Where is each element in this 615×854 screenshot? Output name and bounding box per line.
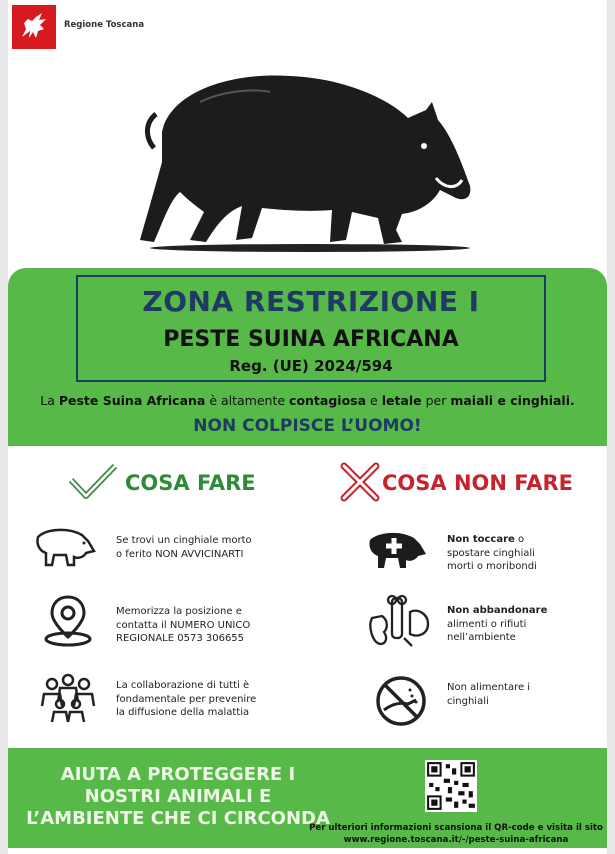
dont-item-3-line2: cinghiali	[447, 695, 489, 707]
dont-item-2-line3: nell’ambiente	[447, 632, 516, 643]
info-text-3: e	[366, 393, 382, 408]
do-item-2-line2: contatta il NUMERO UNICO	[116, 619, 251, 631]
website-link[interactable]: www.regione.toscana.it/-/peste-suina-africana	[343, 835, 569, 845]
do-item-2-line1: Memorizza la posizione e	[116, 606, 242, 617]
dont-item-1-bold: Non toccare	[447, 534, 515, 545]
info-bold-4: maiali e cinghiali.	[450, 393, 575, 408]
info-bold-2: contagiosa	[289, 393, 367, 408]
dont-item-2-line1	[447, 604, 547, 618]
dont-item-2	[447, 604, 547, 645]
title-box	[76, 275, 546, 382]
group-icon	[38, 672, 98, 724]
no-feeding-icon	[374, 674, 428, 728]
food-waste-icon	[366, 594, 432, 650]
info-text-1: La	[40, 393, 59, 408]
dont-item-1-line2: spostare cinghiali	[447, 547, 535, 559]
wild-boar-illustration	[140, 62, 475, 257]
call-to-action	[8, 764, 348, 830]
do-item-3	[116, 679, 256, 720]
cross-icon	[340, 462, 380, 502]
dont-item-1-line1	[447, 533, 537, 547]
dont-heading-label: COSA NON FARE	[382, 471, 573, 495]
location-pin-icon	[42, 593, 94, 647]
dont-item-3-rest: Non alimentare i	[447, 682, 531, 693]
do-item-2-line3: REGIONALE 0573 306655	[116, 633, 245, 644]
pegasus-icon	[12, 5, 56, 49]
boar-cross-icon	[366, 526, 428, 570]
info-text-4: per	[421, 393, 451, 408]
info-line	[8, 393, 607, 408]
boar-icon	[34, 523, 96, 567]
dont-item-1-line3: morti o moribondi	[447, 561, 537, 572]
dont-item-1	[447, 533, 537, 574]
right-border	[607, 0, 615, 854]
do-heading-label: COSA FARE	[125, 471, 256, 495]
info-bold-1: Peste Suina Africana	[58, 393, 206, 408]
cta-line1: AIUTA A PROTEGGERE I	[60, 764, 296, 785]
dont-item-2-bold: Non abbandonare	[447, 605, 548, 616]
cta-line3: L’AMBIENTE CHE CI CIRCONDA	[26, 808, 330, 829]
do-item-3-line3: la diffusione della malattia	[116, 707, 250, 718]
qr-note	[306, 822, 606, 846]
do-item-3-line2: fondamentale per prevenire	[116, 693, 257, 705]
qr-note-line1: Per ulteriori informazioni scansiona il QR-code e visita il sito	[309, 823, 603, 833]
title-main: ZONA RESTRIZIONE I	[142, 285, 480, 318]
dont-item-2-line2: alimenti o rifiuti	[447, 618, 527, 630]
qr-code[interactable]	[425, 760, 477, 812]
title-sub: PESTE SUINA AFRICANA	[163, 327, 459, 352]
warning-line: NON COLPISCE L’UOMO!	[193, 416, 422, 436]
info-bold-3: letale	[381, 393, 422, 408]
dont-heading	[340, 462, 580, 502]
do-item-1-line1: Se trovi un cinghiale morto	[116, 535, 252, 546]
do-heading	[68, 462, 288, 502]
dont-item-1-rest: o	[514, 534, 525, 545]
info-text-2: è altamente	[205, 393, 290, 408]
do-item-1-line2: o ferito NON AVVICINARTI	[116, 548, 244, 560]
dont-item-3	[447, 681, 530, 708]
left-border	[0, 0, 8, 854]
region-logo	[12, 5, 56, 49]
do-item-1	[116, 534, 252, 561]
do-item-2	[116, 605, 250, 646]
title-regulation: Reg. (UE) 2024/594	[229, 357, 393, 375]
org-name: Regione Toscana	[64, 20, 145, 30]
do-item-3-line1: La collaborazione di tutti è	[116, 680, 250, 691]
dont-item-3-line1	[447, 681, 530, 695]
checkmark-icon	[68, 462, 118, 502]
cta-line2: NOSTRI ANIMALI E	[84, 786, 272, 807]
